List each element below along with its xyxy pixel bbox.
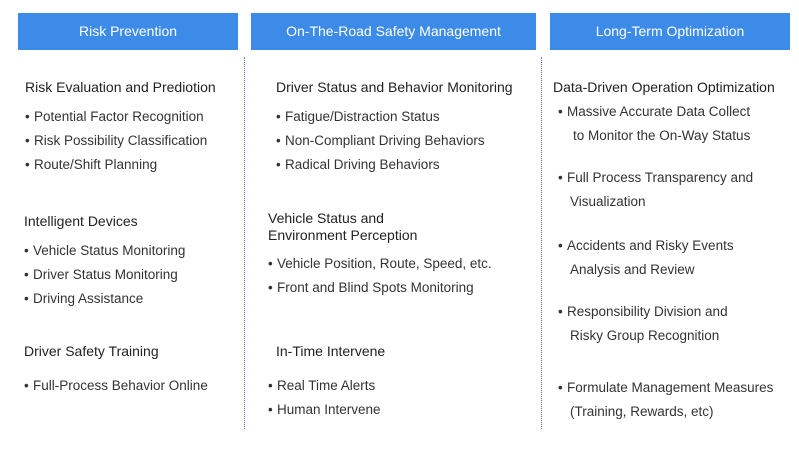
list-item: • Fatigue/Distraction Status bbox=[276, 109, 440, 124]
list-item: • Real Time Alerts bbox=[268, 378, 376, 393]
header-long-term-optimization: Long-Term Optimization bbox=[550, 13, 790, 50]
section-risk-evaluation bbox=[25, 79, 216, 177]
header-risk-prevention: Risk Prevention bbox=[18, 13, 238, 50]
section-intelligent-devices bbox=[24, 213, 185, 311]
section-title: Driver Safety Training bbox=[24, 343, 159, 359]
list-item: • Risk Possibility Classification bbox=[25, 133, 208, 148]
list-item: • Vehicle Status Monitoring bbox=[24, 243, 186, 258]
section-in-time-intervene bbox=[268, 343, 385, 422]
column-divider-right bbox=[541, 57, 542, 429]
section-title: Risk Evaluation and Prediotion bbox=[25, 79, 216, 95]
section-title: In-Time Intervene bbox=[276, 343, 386, 359]
section-title: Data-Driven Operation Optimization bbox=[553, 79, 775, 95]
list-item: • Radical Driving Behaviors bbox=[276, 157, 440, 172]
section-title: Intelligent Devices bbox=[24, 213, 138, 229]
section-title-line: Vehicle Status and bbox=[268, 210, 384, 226]
list-item: • Driver Status Monitoring bbox=[24, 267, 178, 282]
list-item: • Formulate Management Measures (Training, Rewards, etc) bbox=[558, 380, 774, 419]
section-title-line: Environment Perception bbox=[268, 227, 418, 243]
section-vehicle-status bbox=[268, 210, 492, 300]
list-item: • Front and Blind Spots Monitoring bbox=[268, 280, 474, 295]
list-item: • Full Process Transparency and Visualization bbox=[558, 170, 754, 209]
section-title: Driver Status and Behavior Monitoring bbox=[276, 79, 513, 95]
list-item: • Massive Accurate Data Collect to Monitor the On-Way Status bbox=[558, 104, 751, 143]
list-item: • Human Intervene bbox=[268, 402, 381, 417]
list-item: • Route/Shift Planning bbox=[25, 157, 158, 172]
section-driver-status bbox=[276, 79, 513, 177]
list-item: • Potential Factor Recognition bbox=[25, 109, 204, 124]
header-on-the-road-safety: On-The-Road Safety Management bbox=[251, 13, 536, 50]
list-item: • Vehicle Position, Route, Speed, etc. bbox=[268, 256, 492, 271]
list-item: • Full-Process Behavior Online bbox=[24, 378, 208, 393]
list-item: • Driving Assistance bbox=[24, 291, 144, 306]
list-item: • Accidents and Risky Events Analysis and Review bbox=[558, 238, 734, 277]
column-divider-left bbox=[244, 57, 245, 429]
list-item: • Non-Compliant Driving Behaviors bbox=[276, 133, 485, 148]
section-driver-safety-training bbox=[24, 343, 208, 398]
list-item: • Responsibility Division and Risky Group Recognition bbox=[558, 304, 728, 343]
